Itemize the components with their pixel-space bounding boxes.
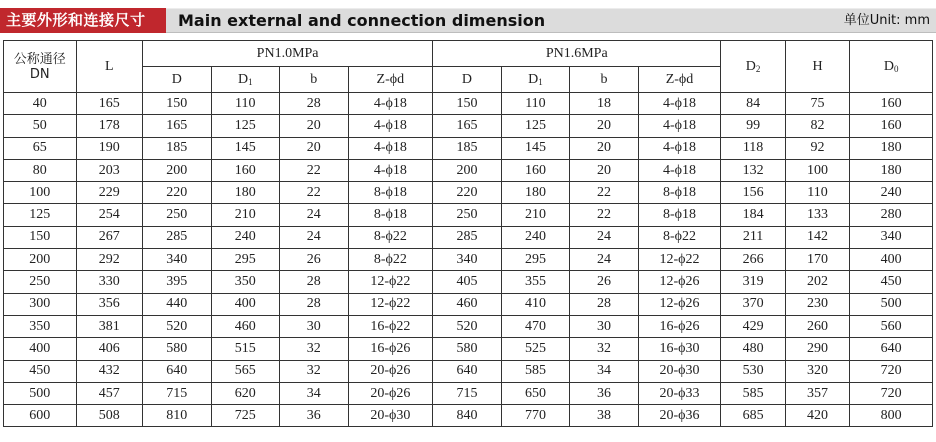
table-cell: 450	[4, 360, 77, 382]
table-cell: 190	[76, 137, 142, 159]
col-d2-label: D	[745, 58, 756, 74]
table-cell: 34	[280, 382, 349, 404]
table-cell: 220	[143, 182, 212, 204]
table-cell: 24	[280, 226, 349, 248]
table-cell: 508	[76, 405, 142, 427]
table-cell: 230	[785, 293, 849, 315]
table-cell: 4-ϕ18	[348, 137, 433, 159]
table-cell: 20-ϕ30	[348, 405, 433, 427]
table-cell: 165	[433, 115, 502, 137]
table-cell: 26	[570, 271, 639, 293]
table-cell: 725	[211, 405, 280, 427]
table-row	[4, 405, 933, 427]
table-cell: 180	[211, 182, 280, 204]
table-cell: 12-ϕ22	[348, 271, 433, 293]
table-cell: 24	[570, 226, 639, 248]
table-cell: 460	[211, 315, 280, 337]
table-cell: 65	[4, 137, 77, 159]
table-cell: 160	[850, 115, 933, 137]
table-cell: 640	[850, 338, 933, 360]
table-cell: 580	[143, 338, 212, 360]
table-cell: 165	[143, 115, 212, 137]
table-cell: 4-ϕ18	[348, 93, 433, 115]
table-cell: 28	[280, 271, 349, 293]
table-cell: 92	[785, 137, 849, 159]
table-cell: 300	[4, 293, 77, 315]
table-cell: 319	[721, 271, 785, 293]
table-cell: 500	[4, 382, 77, 404]
table-cell: 715	[433, 382, 502, 404]
table-cell: 500	[850, 293, 933, 315]
table-cell: 20	[570, 115, 639, 137]
table-cell: 8-ϕ18	[638, 204, 721, 226]
table-cell: 16-ϕ30	[638, 338, 721, 360]
table-cell: 240	[850, 182, 933, 204]
table-cell: 520	[143, 315, 212, 337]
table-cell: 24	[280, 204, 349, 226]
table-cell: 20-ϕ33	[638, 382, 721, 404]
table-cell: 530	[721, 360, 785, 382]
table-cell: 470	[501, 315, 570, 337]
table-cell: 400	[850, 249, 933, 271]
table-cell: 20	[280, 115, 349, 137]
table-cell: 280	[850, 204, 933, 226]
title-english: Main external and connection dimension	[178, 11, 546, 30]
col-b-header: b	[280, 67, 349, 93]
table-row	[4, 137, 933, 159]
col-d1-sub: 1	[248, 76, 253, 87]
col-h-header: H	[785, 41, 849, 93]
table-cell: 4-ϕ18	[348, 159, 433, 181]
table-cell: 180	[501, 182, 570, 204]
table-cell: 340	[143, 249, 212, 271]
table-cell: 685	[721, 405, 785, 427]
table-cell: 165	[76, 93, 142, 115]
table-row	[4, 382, 933, 404]
table-cell: 429	[721, 315, 785, 337]
table-cell: 229	[76, 182, 142, 204]
table-cell: 320	[785, 360, 849, 382]
table-cell: 118	[721, 137, 785, 159]
table-cell: 210	[211, 204, 280, 226]
table-cell: 292	[76, 249, 142, 271]
table-cell: 600	[4, 405, 77, 427]
table-cell: 520	[433, 315, 502, 337]
col-d1-label: D	[237, 71, 249, 87]
table-cell: 480	[721, 338, 785, 360]
table-cell: 110	[785, 182, 849, 204]
table-cell: 457	[76, 382, 142, 404]
table-cell: 145	[501, 137, 570, 159]
col-zd-header: Z-ϕd	[638, 67, 721, 93]
table-cell: 810	[143, 405, 212, 427]
table-cell: 133	[785, 204, 849, 226]
table-cell: 110	[501, 93, 570, 115]
table-body	[4, 93, 933, 427]
table-cell: 350	[4, 315, 77, 337]
table-cell: 240	[211, 226, 280, 248]
table-cell: 720	[850, 382, 933, 404]
table-cell: 203	[76, 159, 142, 181]
table-cell: 36	[280, 405, 349, 427]
table-cell: 200	[433, 159, 502, 181]
group-pn16-header: PN1.6MPa	[433, 41, 721, 67]
table-cell: 26	[280, 249, 349, 271]
table-row	[4, 204, 933, 226]
table-cell: 525	[501, 338, 570, 360]
group-pn10-header: PN1.0MPa	[143, 41, 433, 67]
table-cell: 560	[850, 315, 933, 337]
table-cell: 156	[721, 182, 785, 204]
table-cell: 350	[211, 271, 280, 293]
table-cell: 290	[785, 338, 849, 360]
table-cell: 295	[211, 249, 280, 271]
table-cell: 200	[143, 159, 212, 181]
col-d1-label: D	[528, 71, 539, 87]
table-cell: 22	[570, 182, 639, 204]
table-cell: 254	[76, 204, 142, 226]
table-cell: 20-ϕ26	[348, 360, 433, 382]
table-cell: 28	[570, 293, 639, 315]
table-cell: 580	[433, 338, 502, 360]
col-b-header: b	[570, 67, 639, 93]
table-cell: 400	[211, 293, 280, 315]
table-cell: 12-ϕ22	[348, 293, 433, 315]
table-cell: 840	[433, 405, 502, 427]
table-cell: 8-ϕ18	[638, 182, 721, 204]
table-cell: 30	[570, 315, 639, 337]
table-cell: 110	[211, 93, 280, 115]
table-cell: 450	[850, 271, 933, 293]
table-cell: 8-ϕ22	[348, 226, 433, 248]
table-cell: 650	[501, 382, 570, 404]
table-cell: 4-ϕ18	[638, 137, 721, 159]
table-cell: 16-ϕ26	[638, 315, 721, 337]
table-cell: 180	[850, 137, 933, 159]
table-cell: 160	[211, 159, 280, 181]
table-cell: 184	[721, 204, 785, 226]
table-cell: 200	[4, 249, 77, 271]
table-cell: 32	[280, 360, 349, 382]
table-row	[4, 293, 933, 315]
title-chinese: 主要外形和连接尺寸	[0, 8, 166, 33]
table-row	[4, 226, 933, 248]
table-cell: 12-ϕ26	[638, 271, 721, 293]
table-cell: 355	[501, 271, 570, 293]
table-cell: 240	[501, 226, 570, 248]
table-cell: 800	[850, 405, 933, 427]
table-cell: 400	[4, 338, 77, 360]
table-cell: 34	[570, 360, 639, 382]
table-row	[4, 315, 933, 337]
table-cell: 640	[433, 360, 502, 382]
table-cell: 395	[143, 271, 212, 293]
col-d0-label: D	[883, 58, 894, 74]
unit-label: 单位Unit: mm	[843, 13, 930, 28]
col-d1-header	[501, 67, 570, 93]
table-cell: 250	[4, 271, 77, 293]
table-row	[4, 115, 933, 137]
table-cell: 220	[433, 182, 502, 204]
table-cell: 185	[143, 137, 212, 159]
table-row	[4, 93, 933, 115]
table-row	[4, 182, 933, 204]
table-cell: 125	[211, 115, 280, 137]
table-cell: 12-ϕ22	[638, 249, 721, 271]
table-cell: 340	[850, 226, 933, 248]
table-cell: 18	[570, 93, 639, 115]
table-cell: 30	[280, 315, 349, 337]
table-cell: 285	[433, 226, 502, 248]
table-cell: 38	[570, 405, 639, 427]
table-cell: 16-ϕ26	[348, 338, 433, 360]
table-cell: 180	[850, 159, 933, 181]
table-cell: 340	[433, 249, 502, 271]
table-cell: 125	[501, 115, 570, 137]
table-cell: 28	[280, 293, 349, 315]
table-row	[4, 249, 933, 271]
table-cell: 28	[280, 93, 349, 115]
table-cell: 260	[785, 315, 849, 337]
table-cell: 170	[785, 249, 849, 271]
table-cell: 4-ϕ18	[638, 159, 721, 181]
table-cell: 100	[4, 182, 77, 204]
table-cell: 4-ϕ18	[638, 115, 721, 137]
table-cell: 22	[570, 204, 639, 226]
table-cell: 515	[211, 338, 280, 360]
col-d0-sub: 0	[893, 63, 899, 74]
table-cell: 715	[143, 382, 212, 404]
header-row-1	[4, 41, 933, 67]
table-cell: 370	[721, 293, 785, 315]
table-cell: 285	[143, 226, 212, 248]
table-cell: 8-ϕ22	[348, 249, 433, 271]
table-cell: 32	[570, 338, 639, 360]
table-cell: 381	[76, 315, 142, 337]
table-cell: 640	[143, 360, 212, 382]
table-cell: 160	[501, 159, 570, 181]
table-cell: 20-ϕ36	[638, 405, 721, 427]
table-cell: 178	[76, 115, 142, 137]
table-cell: 8-ϕ18	[348, 204, 433, 226]
header-bar	[0, 0, 936, 40]
table-cell: 150	[4, 226, 77, 248]
table-cell: 210	[501, 204, 570, 226]
table-cell: 12-ϕ26	[638, 293, 721, 315]
table-cell: 565	[211, 360, 280, 382]
table-cell: 20-ϕ30	[638, 360, 721, 382]
col-d-header: D	[143, 67, 212, 93]
table-cell: 266	[721, 249, 785, 271]
table-cell: 32	[280, 338, 349, 360]
table-cell: 432	[76, 360, 142, 382]
col-d2-header	[721, 41, 785, 93]
table-cell: 145	[211, 137, 280, 159]
table-cell: 84	[721, 93, 785, 115]
table-cell: 720	[850, 360, 933, 382]
table-cell: 75	[785, 93, 849, 115]
table-cell: 770	[501, 405, 570, 427]
col-d1-header	[211, 67, 280, 93]
table-cell: 20-ϕ26	[348, 382, 433, 404]
table-cell: 405	[433, 271, 502, 293]
table-cell: 100	[785, 159, 849, 181]
table-cell: 20	[570, 137, 639, 159]
table-cell: 4-ϕ18	[348, 115, 433, 137]
table-row	[4, 338, 933, 360]
col-dn-en: DN	[29, 66, 50, 82]
table-cell: 132	[721, 159, 785, 181]
table-row	[4, 159, 933, 181]
col-d1-sub: 1	[538, 76, 543, 87]
table-cell: 20	[280, 137, 349, 159]
table-cell: 460	[433, 293, 502, 315]
table-cell: 357	[785, 382, 849, 404]
table-cell: 267	[76, 226, 142, 248]
table-cell: 202	[785, 271, 849, 293]
col-d-header: D	[433, 67, 502, 93]
col-dn-cn: 公称通径	[13, 51, 66, 67]
table-cell: 20	[570, 159, 639, 181]
table-cell: 150	[143, 93, 212, 115]
table-cell: 40	[4, 93, 77, 115]
table-cell: 36	[570, 382, 639, 404]
table-cell: 8-ϕ18	[348, 182, 433, 204]
table-cell: 440	[143, 293, 212, 315]
col-dn-header	[4, 41, 77, 93]
title-bar-english	[166, 8, 936, 33]
table-cell: 330	[76, 271, 142, 293]
col-l-header: L	[76, 41, 142, 93]
table-cell: 356	[76, 293, 142, 315]
col-zd-header: Z-ϕd	[348, 67, 433, 93]
table-cell: 410	[501, 293, 570, 315]
table-row	[4, 271, 933, 293]
table-cell: 4-ϕ18	[638, 93, 721, 115]
table-cell: 150	[433, 93, 502, 115]
table-cell: 142	[785, 226, 849, 248]
table-cell: 620	[211, 382, 280, 404]
dimension-table	[3, 40, 933, 427]
table-cell: 406	[76, 338, 142, 360]
table-cell: 82	[785, 115, 849, 137]
col-d2-sub: 2	[755, 63, 761, 74]
table-cell: 16-ϕ22	[348, 315, 433, 337]
table-row	[4, 360, 933, 382]
table-cell: 250	[143, 204, 212, 226]
table-cell: 8-ϕ22	[638, 226, 721, 248]
table-cell: 160	[850, 93, 933, 115]
table-cell: 125	[4, 204, 77, 226]
table-cell: 22	[280, 159, 349, 181]
table-cell: 420	[785, 405, 849, 427]
table-cell: 99	[721, 115, 785, 137]
col-d0-header	[850, 41, 933, 93]
table-cell: 295	[501, 249, 570, 271]
table-cell: 24	[570, 249, 639, 271]
table-cell: 50	[4, 115, 77, 137]
table-cell: 585	[721, 382, 785, 404]
table-cell: 80	[4, 159, 77, 181]
table-cell: 211	[721, 226, 785, 248]
table-cell: 22	[280, 182, 349, 204]
table-cell: 250	[433, 204, 502, 226]
table-cell: 185	[433, 137, 502, 159]
table-cell: 585	[501, 360, 570, 382]
